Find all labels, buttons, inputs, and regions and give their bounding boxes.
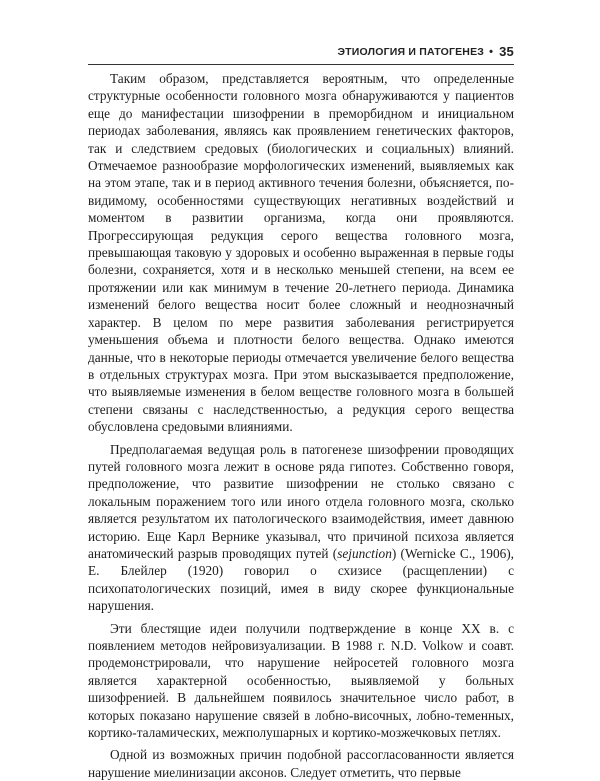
paragraph-1: Таким образом, представляется вероятным, что определенные структурные особенности головного мозга обнаруживаются у пациентов еще до манифестации шизофрении в преморбидном и инициальном периодах заболевания, являясь как проявлением генетических факторов, так и следствием средовых (биологических и социальных) влияний. Отмечаемое разнообразие морфологических изменений, выявляемых как на этом этапе, так и в период активного течения болезни, объясняется, по-видимому, особенностями существующих негативных воздействий и моментом в развитии организма, когда они проявляются. Прогрессирующая редукция серого вещества головного мозга, превышающая таковую у здоровых и особенно выраженная в первые годы болезни, сохраняется, хотя и в несколько меньшей степени, на всем ее протяжении или как минимум в течение 20-летнего периода. Динамика изменений белого вещества носит более сложный и неоднозначный характер. В целом по мере развития заболевания регистрируется уменьшения объема и плотности белого вещества. Однако имеются данные, что в некоторые периоды отмечается увеличение белого вещества в отдельных структурах мозга. При этом высказывается предположение, что выявляемые изменения в белом веществе головного мозга в большей степени связаны с наследственностью, а редукция серого вещества обусловлена средовыми влияниями. xyxy=(88,71,514,435)
paragraph-4: Одной из возможных причин подобной рассогласованности является нарушение миелинизации аксонов. Следует отметить, что первые xyxy=(88,747,514,780)
paragraph-2-end: ) (Wernicke C., 1906), Е. Блейлер (1920) говорил о схизисе (расщеплении) с психопатологических позиций, имея в виду скорее функциональные нарушения. xyxy=(88,545,514,614)
italic-term: sejunction xyxy=(337,545,392,561)
bullet-separator: • xyxy=(489,45,494,58)
paragraph-2 xyxy=(88,441,514,615)
paragraph-2-start: Предполагаемая ведущая роль в патогенезе шизофрении проводящих путей головного мозга лежит в основе ряда гипотез. Собственно говоря, предположение, что развитие шизофрении не столько связано с локальным поражением того или иного отдела головного мозга, сколько является результатом их патологического взаимодействия, имеет давнюю историю. Еще Карл Вернике указывал, что причиной психоза является анатомический разрыв проводящих путей ( xyxy=(88,441,514,561)
page-number: 35 xyxy=(499,44,514,59)
header-rule xyxy=(88,64,514,65)
paragraph-3: Эти блестящие идеи получили подтверждение в конце XX в. с появлением методов нейровизуализации. В 1988 г. N.D. Volkow и соавт. продемонстрировали, что нарушение нейросетей головного мозга является характерной особенностью, выявляемой у больных шизофренией. В дальнейшем появилось значительное число работ, в которых показано нарушение связей в лобно-височных, лобно-теменных, кортико-таламических, межполушарных и кортико-мозжечковых петлях. xyxy=(88,620,514,741)
running-title: ЭТИОЛОГИЯ И ПАТОГЕНЕЗ xyxy=(337,45,485,58)
body-text xyxy=(88,70,514,781)
running-header xyxy=(88,44,514,59)
